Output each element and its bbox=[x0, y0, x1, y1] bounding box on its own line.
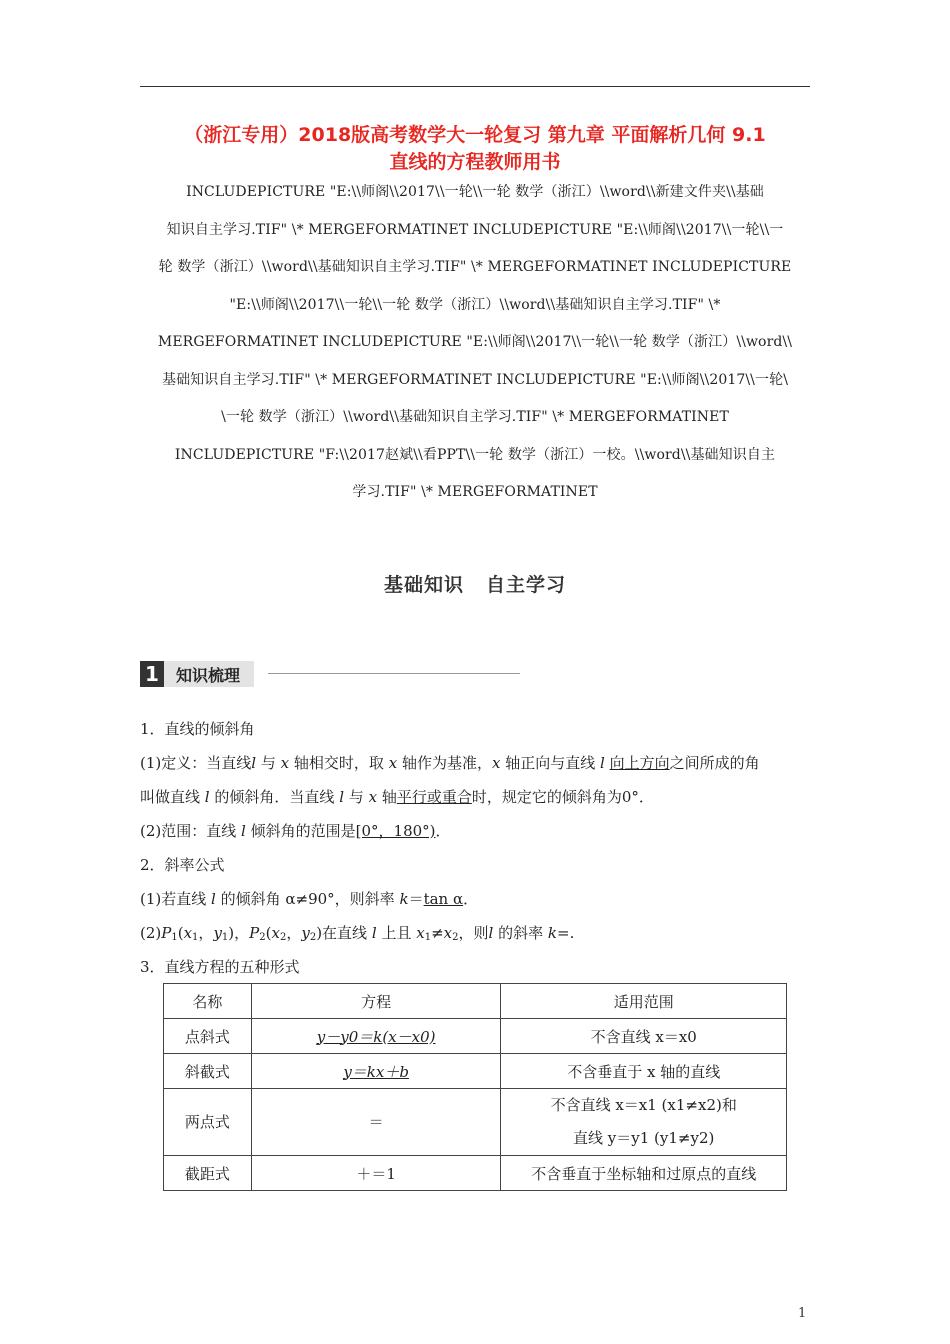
section-heading-left: 基础知识 bbox=[383, 574, 464, 596]
definition-line-1: (1)定义：当直线l 与 x 轴相交时，取 x 轴作为基准，x 轴正向与直线 l 向上方向之间所成的角 bbox=[140, 754, 760, 772]
slope-line-2: $(2)P_1(x_1$，$y_1$)，$P_2(x_2$，$y_2$)在直线 l 上且 $x_1\ne x_2$，则l 的斜率 k=. bbox=[140, 924, 575, 943]
badge-number: 1 bbox=[140, 661, 164, 687]
slope-line-1: (1)若直线 l 的倾斜角 α≠90°，则斜率 k＝tan α． bbox=[140, 890, 479, 908]
range-line: (2)范围：直线 l 倾斜角的范围是[0°，180°)． bbox=[140, 822, 451, 840]
form-range: 不含垂直于坐标轴和过原点的直线 bbox=[501, 1156, 787, 1191]
heading-inclination: 1．直线的倾斜角 bbox=[140, 720, 255, 738]
form-equation: y－y0＝k(x－x0) bbox=[251, 1019, 501, 1054]
section-heading bbox=[140, 570, 810, 597]
heading-five-forms: 3．直线方程的五种形式 bbox=[140, 958, 300, 976]
document-title bbox=[140, 122, 810, 176]
form-name: 点斜式 bbox=[164, 1019, 252, 1054]
header-rule bbox=[140, 86, 810, 87]
header-name: 名称 bbox=[164, 984, 252, 1019]
include-line: \一轮 数学（浙江）\\word\\基础知识自主学习.TIF" \* MERGEFORMATINET bbox=[221, 409, 729, 425]
form-range: 不含直线 x＝x0 bbox=[501, 1019, 787, 1054]
include-line: 基础知识自主学习.TIF" \* MERGEFORMATINET INCLUDEPICTURE "E:\\师阁\\2017\\一轮\ bbox=[161, 371, 789, 388]
include-line: MERGEFORMATINET INCLUDEPICTURE "E:\\师阁\\2017\\一轮\\一轮 数学（浙江）\\word\\ bbox=[157, 334, 793, 350]
include-line: "E:\\师阁\\2017\\一轮\\一轮 数学（浙江）\\word\\基础知识自主学习.TIF" \* bbox=[229, 296, 721, 313]
form-name: 截距式 bbox=[164, 1156, 252, 1191]
table-row bbox=[164, 1156, 787, 1191]
form-equation: y＝kx＋b bbox=[251, 1054, 501, 1089]
form-equation: ＋＝1 bbox=[251, 1156, 501, 1191]
form-range: 不含垂直于 x 轴的直线 bbox=[501, 1054, 787, 1089]
include-line: 知识自主学习.TIF" \* MERGEFORMATINET INCLUDEPICTURE "E:\\师阁\\2017\\一轮\\一 bbox=[166, 221, 784, 238]
include-line: 轮 数学（浙江）\\word\\基础知识自主学习.TIF" \* MERGEFORMATINET INCLUDEPICTURE bbox=[158, 259, 792, 275]
include-line: INCLUDEPICTURE "F:\\2017赵斌\\看PPT\\一轮 数学（浙江）一校。\\word\\基础知识自主 bbox=[174, 446, 776, 463]
table-header-row bbox=[164, 984, 787, 1019]
include-line: INCLUDEPICTURE "E:\\师阁\\2017\\一轮\\一轮 数学（浙江）\\word\\新建文件夹\\基础 bbox=[186, 184, 764, 200]
form-equation: ＝ bbox=[251, 1089, 501, 1156]
form-range: 不含直线 x＝x1 (x1≠x2)和 直线 y＝y1 (y1≠y2) bbox=[501, 1089, 787, 1156]
header-range: 适用范围 bbox=[501, 984, 787, 1019]
knowledge-body bbox=[140, 712, 810, 984]
heading-slope: 2．斜率公式 bbox=[140, 856, 225, 874]
form-name: 两点式 bbox=[164, 1089, 252, 1156]
table-row bbox=[164, 1054, 787, 1089]
table-row bbox=[164, 1089, 787, 1156]
line-equation-forms-table bbox=[163, 983, 787, 1191]
include-picture-field-codes bbox=[140, 174, 810, 512]
badge-label: 知识梳理 bbox=[164, 661, 254, 687]
include-line: 学习.TIF" \* MERGEFORMATINET bbox=[352, 484, 598, 500]
section-heading-right: 自主学习 bbox=[486, 574, 567, 596]
badge-rule bbox=[268, 673, 520, 674]
header-equation: 方程 bbox=[251, 984, 501, 1019]
knowledge-badge bbox=[140, 661, 254, 687]
definition-line-2: 叫做直线 l 的倾斜角．当直线 l 与 x 轴平行或重合时，规定它的倾斜角为0°． bbox=[140, 788, 654, 806]
form-name: 斜截式 bbox=[164, 1054, 252, 1089]
title-line-2: 直线的方程教师用书 bbox=[389, 151, 561, 173]
title-line-1: （浙江专用）2018版高考数学大一轮复习 第九章 平面解析几何 9.1 bbox=[184, 124, 766, 146]
table-row bbox=[164, 1019, 787, 1054]
page-number: 1 bbox=[798, 1306, 807, 1321]
